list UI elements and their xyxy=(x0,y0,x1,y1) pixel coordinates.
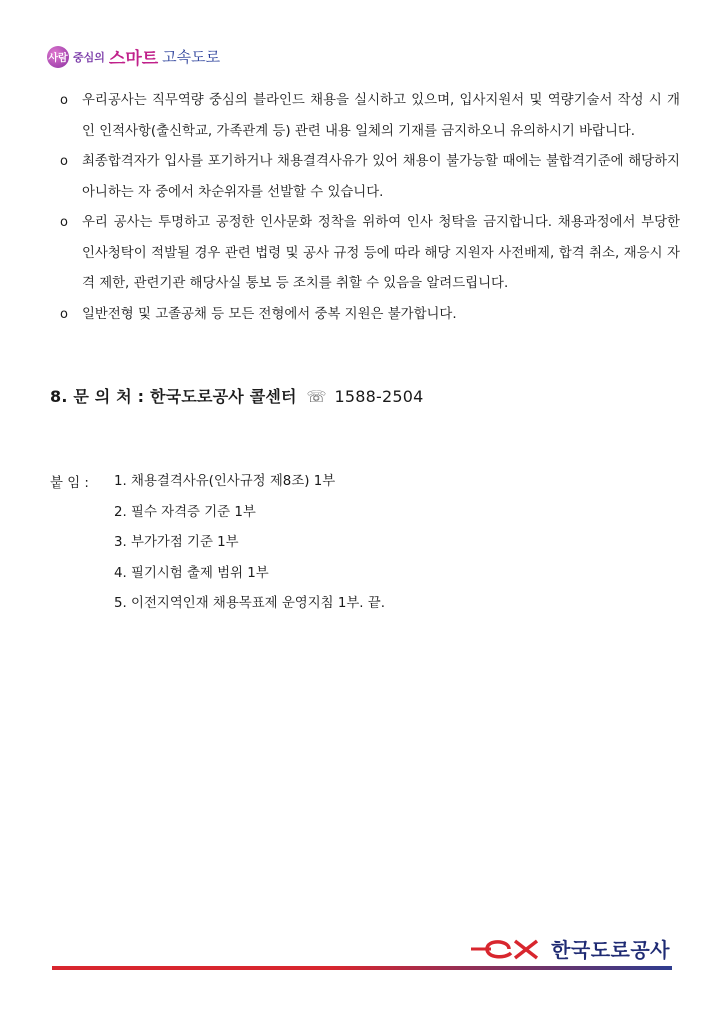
logo-badge: 사람 xyxy=(47,46,69,68)
note-item xyxy=(60,147,680,208)
note-text: 우리 공사는 투명하고 공정한 인사문화 정착을 위하여 인사 청탁을 금지합니다. 채용과정에서 부당한 인사청탁이 적발될 경우 관련 법령 및 공사 규정 등에 따라 해당 지원자 사전배제, 합격 취소, 재응시 자격 제한, 관련기관 해당사실 통보 등 조치를 취할 수 있음을 알려드립니다. xyxy=(82,215,680,291)
footer-brand-name: 한국도로공사 xyxy=(551,938,670,962)
bullet-icon: o xyxy=(60,306,68,322)
phone-icon: ☏ xyxy=(306,387,327,406)
notes-list xyxy=(60,86,680,330)
bullet-icon: o xyxy=(60,154,68,169)
contact-label: 8. 문 의 처 : 한국도로공사 콜센터 xyxy=(50,387,297,406)
attachment-item: 4. 필기시험 출제 범위 1부 xyxy=(114,565,269,581)
contact-phone: 1588-2504 xyxy=(334,387,424,406)
note-text: 일반전형 및 고졸공채 등 모든 전형에서 중복 지원은 불가합니다. xyxy=(82,306,457,322)
footer-brand xyxy=(469,934,670,963)
contact-section xyxy=(50,384,424,407)
attachment-item: 1. 채용결격사유(인사규정 제8조) 1부 xyxy=(114,474,336,489)
attachment-item: 5. 이전지역인재 채용목표제 운영지침 1부. 끝. xyxy=(114,596,385,611)
note-text: 최종합격자가 입사를 포기하거나 채용결격사유가 있어 채용이 불가능할 때에는 불합격기준에 해당하지 아니하는 자 중에서 차순위자를 선발할 수 있습니다. xyxy=(82,154,680,200)
note-text: 우리공사는 직무역량 중심의 블라인드 채용을 실시하고 있으며, 입사지원서 및 역량기술서 작성 시 개인 인적사항(출신학교, 가족관계 등) 관련 내용 일체의 기재를 금지하오니 유의하시기 바랍니다. xyxy=(82,93,680,139)
attachment-item: 2. 필수 자격증 기준 1부 xyxy=(114,504,256,520)
logo-smart-text: 스마트 xyxy=(108,49,159,69)
ex-logo-icon xyxy=(469,936,545,962)
bullet-icon: o xyxy=(60,215,68,230)
attachments-label: 붙 임 : xyxy=(50,476,89,491)
bullet-icon: o xyxy=(60,93,68,108)
attachment-item: 3. 부가가점 기준 1부 xyxy=(114,535,239,550)
logo-sub-text: 중심의 xyxy=(73,50,105,64)
note-item xyxy=(60,86,680,147)
note-item xyxy=(60,300,680,331)
logo-road-text: 고속도로 xyxy=(162,48,221,66)
header-logo xyxy=(47,44,220,69)
note-item xyxy=(60,208,680,300)
attachments-list xyxy=(114,472,534,625)
footer-divider xyxy=(52,966,672,970)
